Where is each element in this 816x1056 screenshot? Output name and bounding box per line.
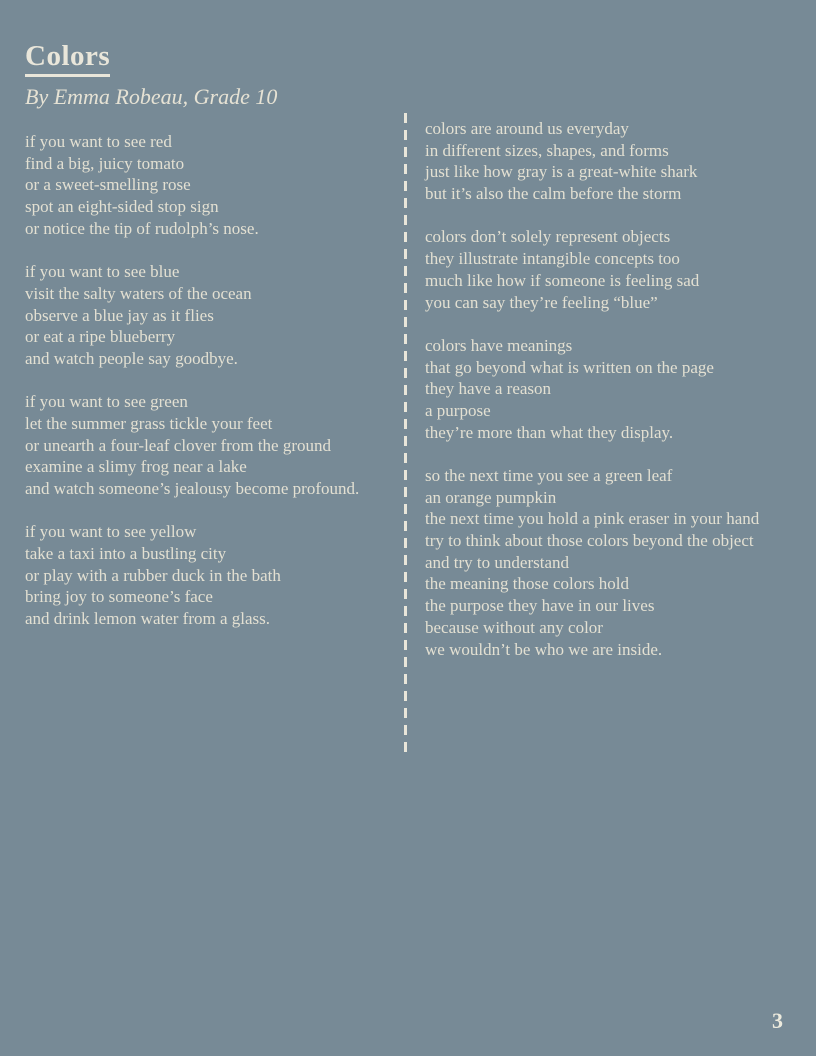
poem-line: and watch people say goodbye. — [25, 348, 238, 368]
poem-line: that go beyond what is written on the page — [425, 357, 714, 377]
poem-line: take a taxi into a bustling city — [25, 544, 227, 564]
poem-line: visit the salty waters of the ocean — [25, 283, 252, 303]
page-header — [25, 40, 277, 110]
poem-line: they’re more than what they display. — [425, 422, 674, 442]
poem-line: or unearth a four-leaf clover from the ground — [25, 435, 331, 455]
poem-line: if you want to see blue — [25, 262, 180, 282]
poem-right-column — [425, 118, 810, 682]
poem-line: spot an eight-sided stop sign — [25, 197, 219, 217]
poem-line: just like how gray is a great-white shark — [425, 162, 698, 182]
poem-line: if you want to see green — [25, 392, 188, 412]
poem-line: observe a blue jay as it flies — [25, 305, 214, 325]
poem-line: or notice the tip of rudolph’s nose. — [25, 218, 259, 238]
poem-line: the purpose they have in our lives — [425, 596, 655, 616]
poem-line: we wouldn’t be who we are inside. — [425, 639, 663, 659]
poem-line: and drink lemon water from a glass. — [25, 609, 271, 629]
poem-line: an orange pumpkin — [425, 487, 557, 507]
stanza-closing — [425, 465, 810, 660]
poem-line: a purpose — [425, 400, 491, 420]
poem-line: let the summer grass tickle your feet — [25, 413, 273, 433]
stanza-yellow — [25, 521, 403, 629]
poem-line: examine a slimy frog near a lake — [25, 457, 247, 477]
stanza-red — [25, 131, 403, 239]
stanza-everyday — [425, 118, 810, 205]
page-number: 3 — [772, 1008, 783, 1033]
poem-line: and watch someone’s jealousy become profound. — [25, 479, 360, 498]
poem-line: bring joy to someone’s face — [25, 587, 213, 607]
poem-line: if you want to see red — [25, 132, 172, 151]
poem-line: colors have meanings — [425, 335, 573, 355]
poem-line: but it’s also the calm before the storm — [425, 184, 682, 204]
poem-line: colors don’t solely represent objects — [425, 227, 671, 247]
stanza-blue — [25, 261, 403, 369]
poem-line: you can say they’re feeling “blue” — [425, 292, 658, 312]
poem-line: colors are around us everyday — [425, 119, 629, 138]
poem-line: they illustrate intangible concepts too — [425, 249, 680, 269]
byline: By Emma Robeau, Grade 10 — [25, 84, 278, 109]
poem-line: or a sweet-smelling rose — [25, 175, 191, 195]
poem-line: if you want to see yellow — [25, 522, 197, 542]
poem-line: and try to understand — [425, 552, 569, 572]
poem-line: the next time you hold a pink eraser in your hand — [425, 509, 760, 529]
poem-line: in different sizes, shapes, and forms — [425, 140, 669, 160]
poem-left-column — [25, 131, 403, 652]
poem-line: or eat a ripe blueberry — [25, 327, 176, 347]
poem-line: try to think about those colors beyond the object — [425, 531, 754, 551]
poem-line: so the next time you see a green leaf — [425, 466, 673, 485]
page-title: Colors — [25, 40, 110, 77]
poem-line: they have a reason — [425, 379, 552, 399]
poem-line: find a big, juicy tomato — [25, 153, 185, 173]
stanza-meanings — [425, 335, 810, 443]
stanza-green — [25, 391, 403, 499]
column-divider — [404, 113, 407, 757]
poem-line: much like how if someone is feeling sad — [425, 270, 700, 290]
stanza-concepts — [425, 226, 810, 313]
poem-line: because without any color — [425, 617, 603, 637]
poem-line: or play with a rubber duck in the bath — [25, 565, 281, 585]
poem-line: the meaning those colors hold — [425, 574, 629, 594]
